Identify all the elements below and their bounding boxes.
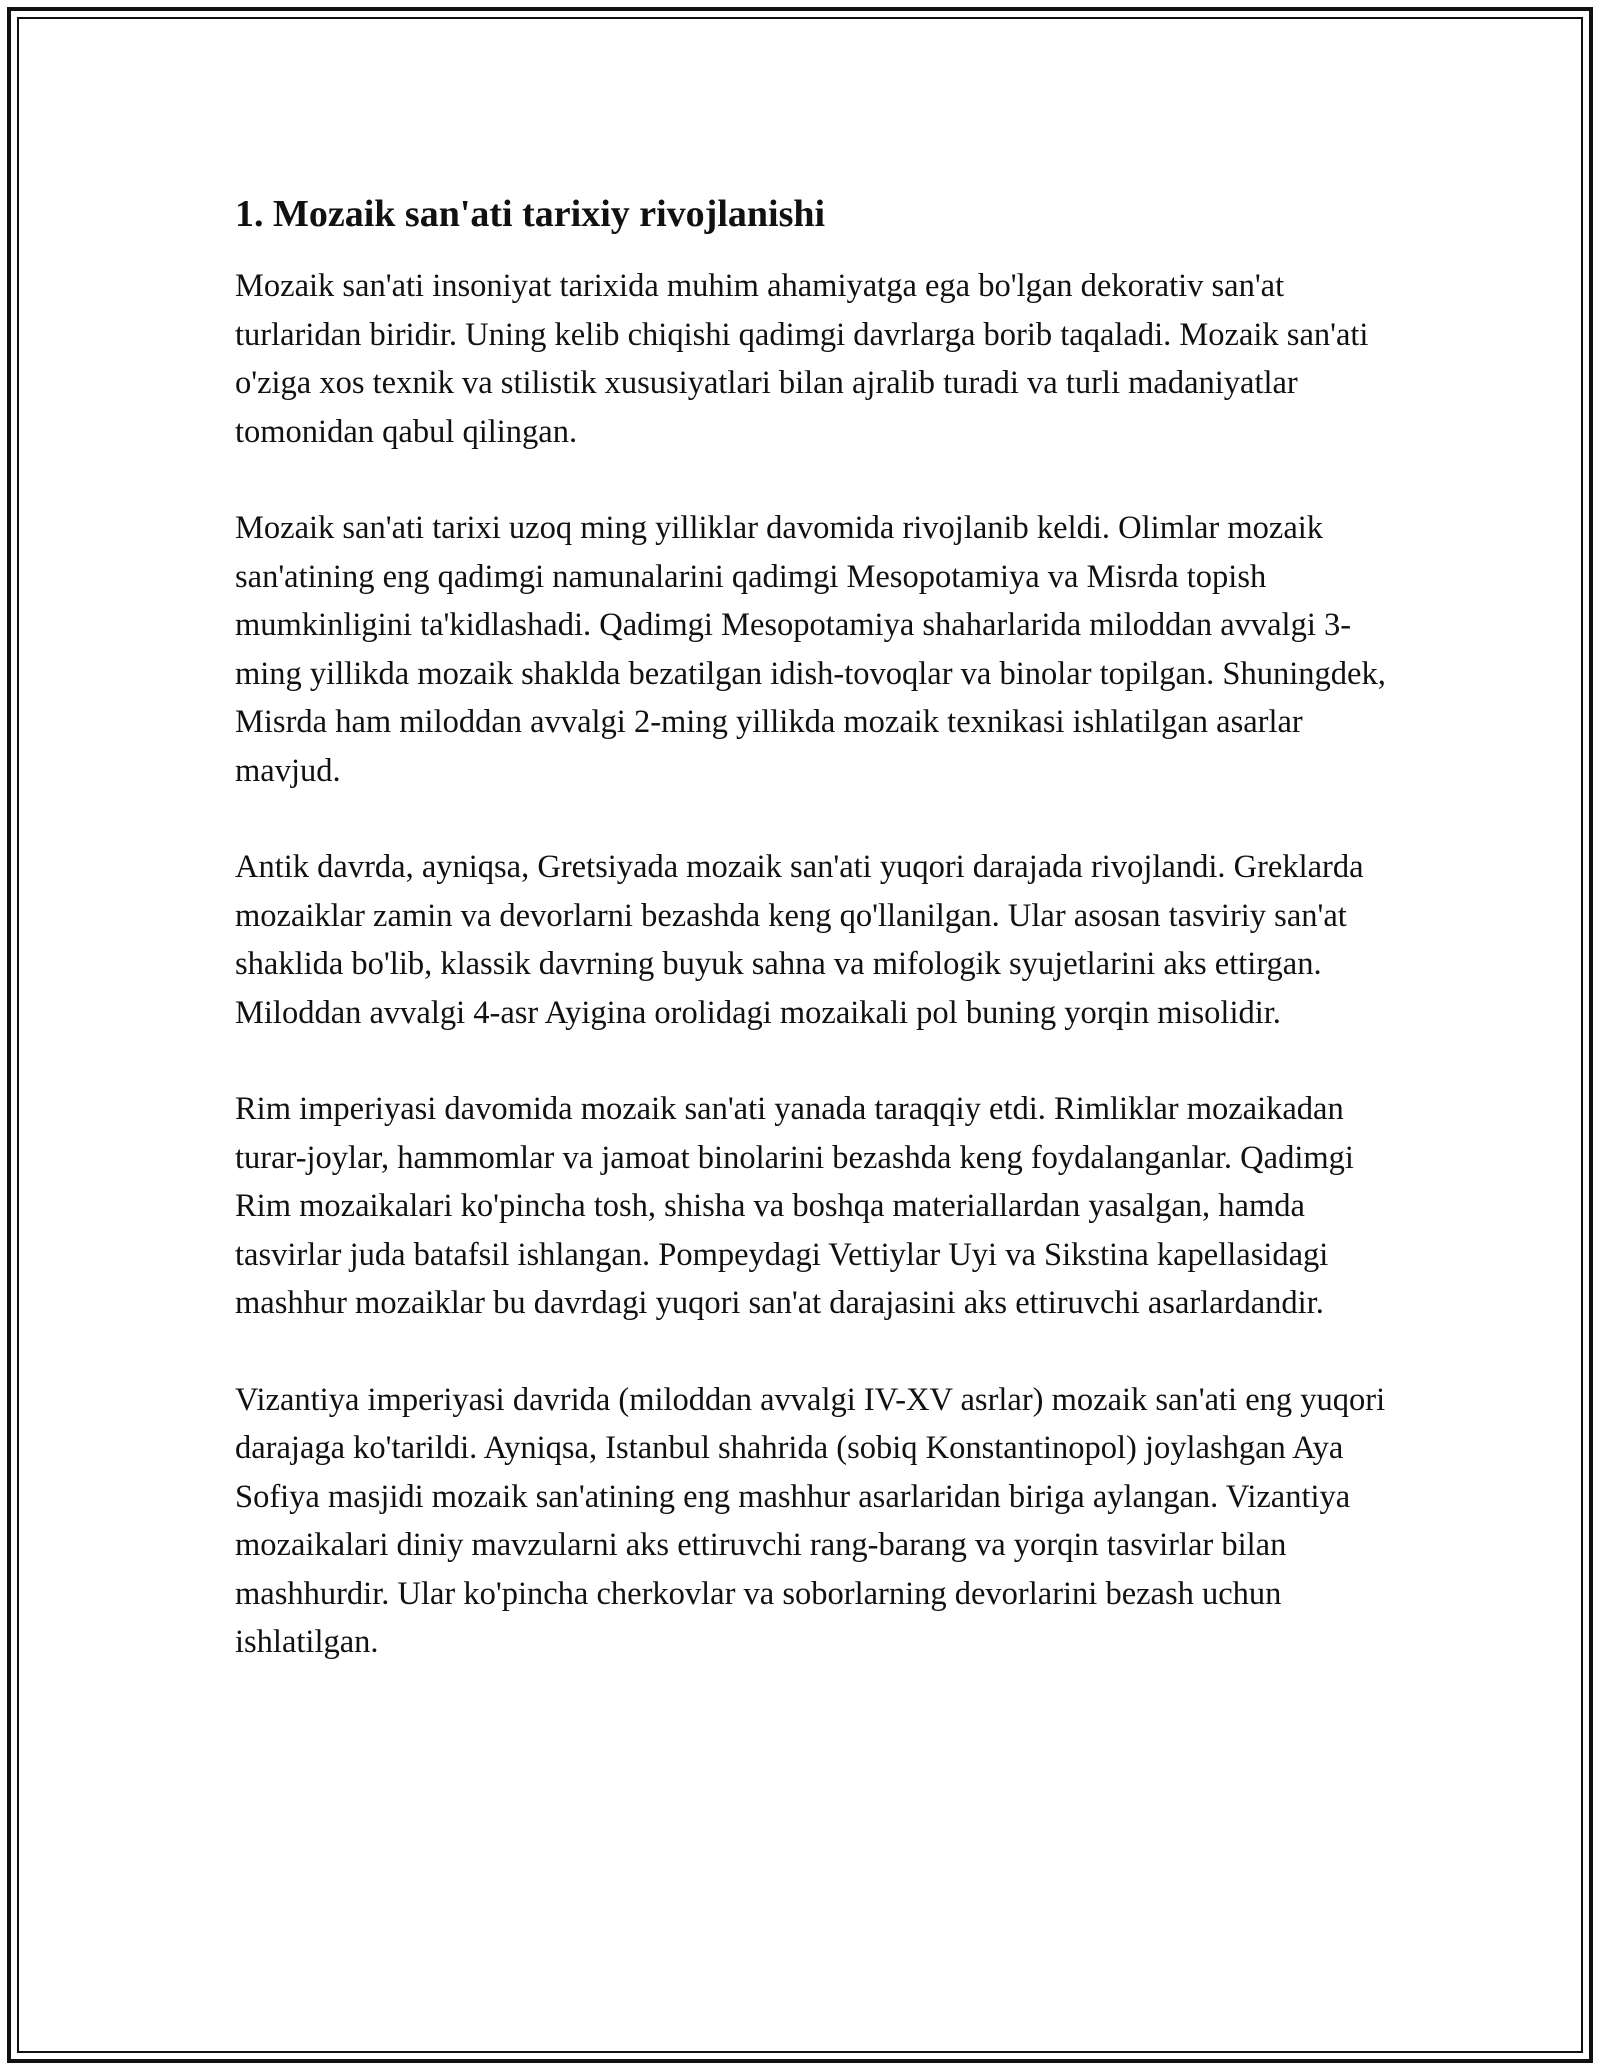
paragraph-intro: Mozaik san'ati insoniyat tarixida muhim ahamiyatga ega bo'lgan dekorativ san'at turlaridan biridir. Uning kelib chiqishi qadimgi davrlarga borib taqaladi. Mozaik san'ati o'ziga xos texnik va stilistik xususiyatlari bilan ajralib turadi va turli madaniyatlar tomonidan qabul qilingan. (235, 268, 1369, 450)
paragraph-antiquity: Antik davrda, ayniqsa, Gretsiyada mozaik san'ati yuqori darajada rivojlandi. Greklarda mozaiklar zamin va devorlarni bezashda keng qo'llanilgan. Ular asosan tasviriy san'at shaklida bo'lib, klassik davrning buyuk sahna va mifologik syujetlarini aks ettirgan. Miloddan avvalgi 4-asr Ayigina orolidagi mozaikali pol buning yorqin misolidir. (235, 849, 1364, 1031)
section-heading: 1. Mozaik san'ati tarixiy rivojlanishi (235, 193, 826, 235)
document-body (235, 184, 1395, 1715)
paragraph-origins: Mozaik san'ati tarixi uzoq ming yilliklar davomida rivojlanib keldi. Olimlar mozaik san'atining eng qadimgi namunalarini qadimgi Mesopotamiya va Misrda topish mumkinligini ta'kidlashadi. Qadimgi Mesopotamiya shaharlarida miloddan avvalgi 3-ming yillikda mozaik shaklda bezatilgan idish-tovoqlar va binolar topilgan. Shuningdek, Misrda ham miloddan avvalgi 2-ming yillikda mozaik texnikasi ishlatilgan asarlar mavjud. (235, 510, 1386, 789)
paragraph-rome: Rim imperiyasi davomida mozaik san'ati yanada taraqqiy etdi. Rimliklar mozaikadan turar-joylar, hammomlar va jamoat binolarini bezashda keng foydalanganlar. Qadimgi Rim mozaikalari ko'pincha tosh, shisha va boshqa materiallardan yasalgan, hamda tasvirlar juda batafsil ishlangan. Pompeydagi Vettiylar Uyi va Sikstina kapellasidagi mashhur mozaiklar bu davrdagi yuqori san'at darajasini aks ettiruvchi asarlardandir. (235, 1091, 1354, 1321)
paragraph-byzantium: Vizantiya imperiyasi davrida (miloddan avvalgi IV-XV asrlar) mozaik san'ati eng yuqori darajaga ko'tarildi. Ayniqsa, Istanbul shahrida (sobiq Konstantinopol) joylashgan Aya Sofiya masjidi mozaik san'atining eng mashhur asarlaridan biriga aylangan. Vizantiya mozaikalari diniy mavzularni aks ettiruvchi rang-barang va yorqin tasvirlar bilan mashhurdir. Ular ko'pincha cherkovlar va soborlarning devorlarini bezash uchun ishlatilgan. (235, 1381, 1386, 1660)
